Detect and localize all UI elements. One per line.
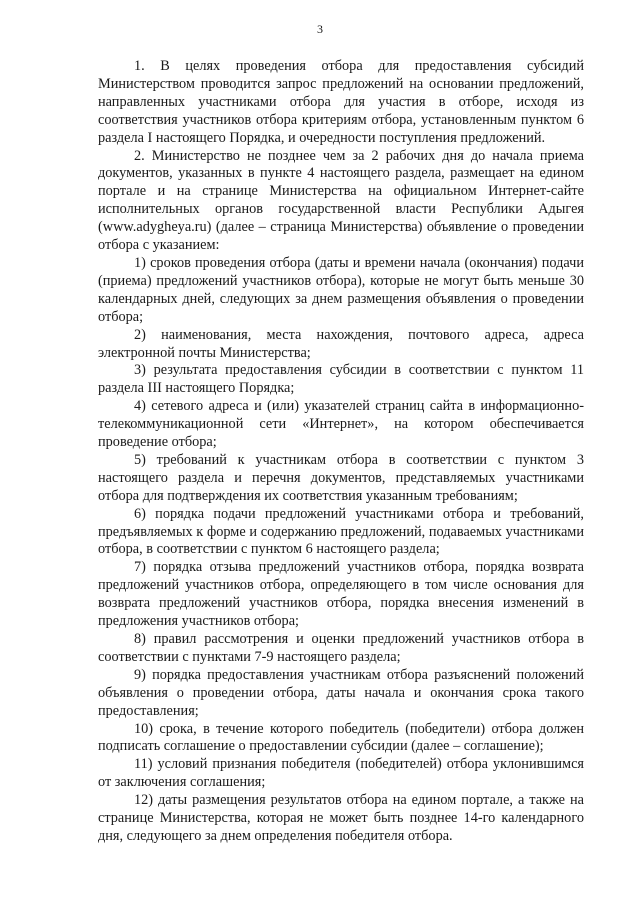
list-item-9: 9) порядка предоставления участникам отбора разъяснений положений объявления о проведении отбора, даты начала и окончания срока такого предоставления; [98,666,584,719]
list-item-4: 4) сетевого адреса и (или) указателей страниц сайта в информационно-телекоммуникационной сети «Интернет», на котором обеспечивается проведение отбора; [98,398,584,451]
list-item-10: 10) срока, в течение которого победитель (победители) отбора должен подписать соглашение о предоставлении субсидии (далее – соглашение); [98,720,584,755]
page-number: 3 [317,22,323,36]
list-item-7: 7) порядка отзыва предложений участников отбора, порядка возврата предложений участников отбора, определяющего в том числе основания для возврата предложений участников отбора, порядка внесения изменений в предложения участников отбора; [98,559,584,630]
list-item-11: 11) условий признания победителя (победителей) отбора уклонившимся от заключения соглашения; [98,756,584,791]
paragraph-2: 2. Министерство не позднее чем за 2 рабочих дня до начала приема документов, указанных в пункте 4 настоящего раздела, размещает на едином портале и на странице Министерства на официальном Интернет-сайте исполнительных органов государственной власти Республики Адыгея (www.adygheya.ru) (далее – страница Министерства) объявление о проведении отбора с указанием: [98,147,584,254]
list-item-3: 3) результата предоставления субсидии в соответствии с пунктом 11 раздела III настоящего Порядка; [98,362,584,397]
list-item-8: 8) правил рассмотрения и оценки предложений участников отбора в соответствии с пунктами 7-9 настоящего раздела; [98,631,584,665]
list-item-2: 2) наименования, места нахождения, почтового адреса, адреса электронной почты Министерства; [98,326,584,361]
document-body [98,58,584,846]
paragraph-1: 1. В целях проведения отбора для предоставления субсидий Министерством проводится запрос предложений на основании предложений, направленных участниками отбора для участия в отборе, исходя из соответствия участников отбора критериям отбора, установленным пунктом 6 раздела I настоящего Порядка, и очередности поступления предложений. [98,58,584,146]
list-item-6: 6) порядка подачи предложений участниками отбора и требований, предъявляемых к форме и содержанию предложений, подаваемых участниками отбора, в соответствии с пунктом 6 настоящего раздела; [98,505,584,558]
list-item-5: 5) требований к участникам отбора в соответствии с пунктом 3 настоящего раздела и перечня документов, представляемых участниками отбора для подтверждения их соответствия указанным требованиям; [98,451,584,504]
list-item-1: 1) сроков проведения отбора (даты и времени начала (окончания) подачи (приема) предложений участников отбора), которые не могут быть меньше 30 календарных дней, следующих за днем размещения объявления о проведении отбора; [98,254,584,325]
list-item-12: 12) даты размещения результатов отбора на едином портале, а также на странице Министерства, которая не может быть позднее 14-го календарного дня, следующего за днем определения победителя отбора. [98,792,584,844]
